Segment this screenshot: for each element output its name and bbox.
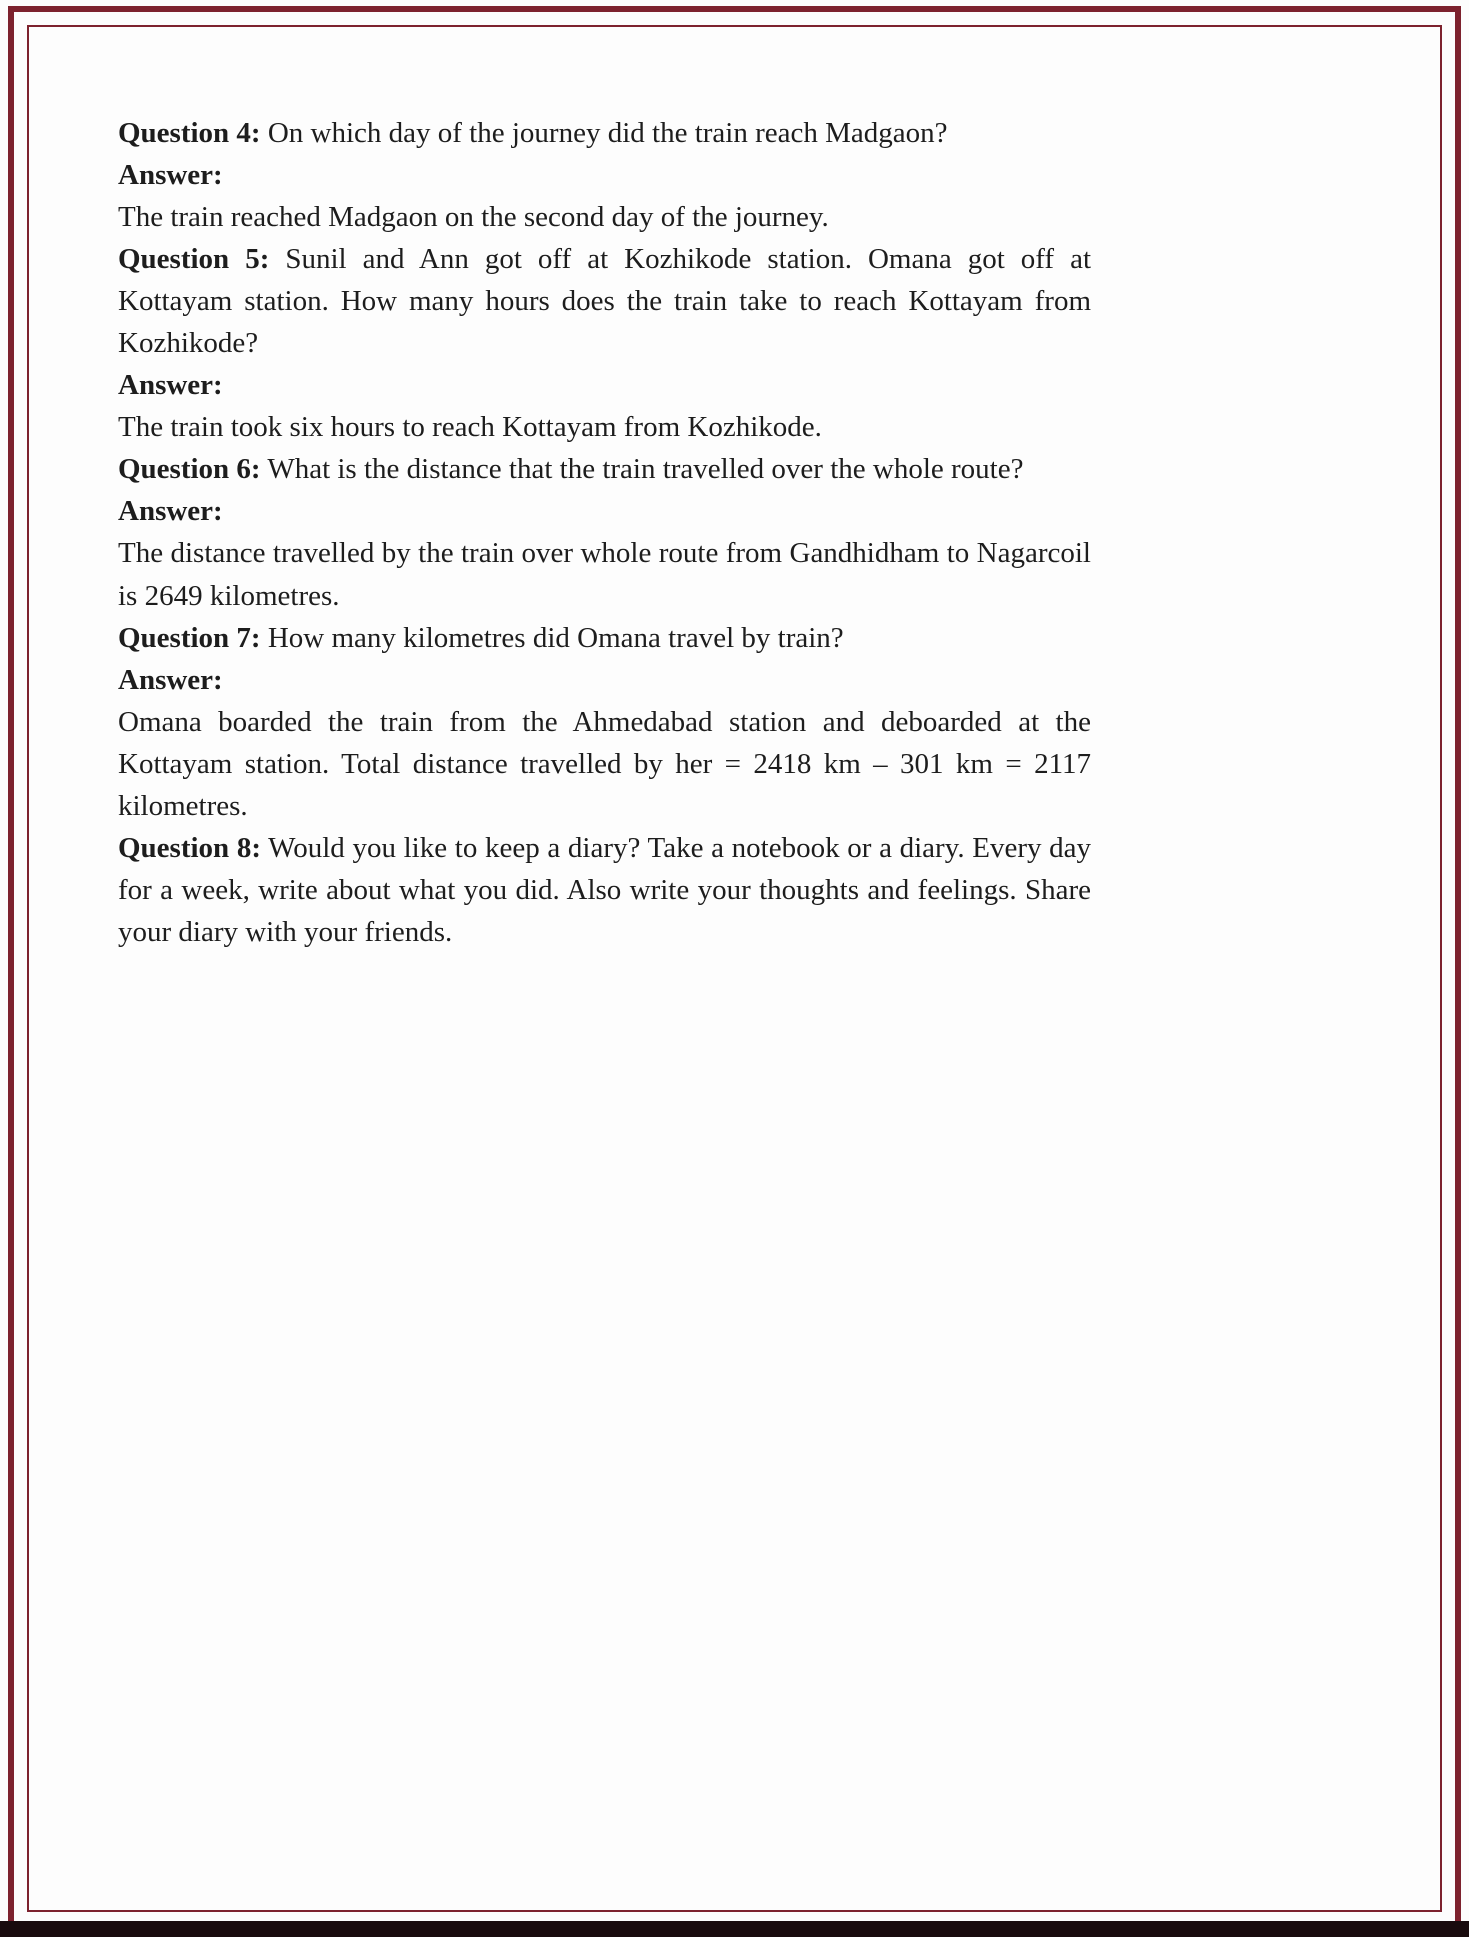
answer-paragraph: Omana boarded the train from the Ahmedabad station and deboarded at the Kottayam station. Total distance travelled by her = 2418 km – 301 km = 2117 kilometres. xyxy=(118,705,1091,822)
answer-label: Answer: xyxy=(118,495,223,528)
answer-label: Answer: xyxy=(118,369,223,402)
question-text: Would you like to keep a diary? Take a notebook or a diary. Every day for a week, write about what you did. Also write your thoughts and feelings. Share your diary with your friends. xyxy=(118,831,1092,948)
answer-label-paragraph xyxy=(118,490,1091,532)
qa-block xyxy=(118,448,1091,616)
question-text: On which day of the journey did the train reach Madgaon? xyxy=(267,117,948,149)
question-label: Question 4: xyxy=(118,117,261,149)
question-text: What is the distance that the train travelled over the whole route? xyxy=(267,453,1024,486)
qa-block xyxy=(118,617,1091,827)
answer-label-paragraph xyxy=(118,659,1091,701)
question-paragraph xyxy=(118,238,1091,364)
question-paragraph xyxy=(118,448,1091,490)
page-bottom-edge xyxy=(0,1921,1469,1937)
answer-label: Answer: xyxy=(118,159,223,192)
question-paragraph xyxy=(118,112,1091,154)
question-paragraph xyxy=(118,827,1091,953)
qa-block xyxy=(118,827,1091,953)
document-content xyxy=(118,112,1091,953)
answer-paragraph: The train reached Madgaon on the second day of the journey. xyxy=(118,201,829,234)
qa-block xyxy=(118,112,1091,238)
question-label: Question 5: xyxy=(118,243,270,276)
question-text: How many kilometres did Omana travel by train? xyxy=(267,621,844,654)
question-text: Sunil and Ann got off at Kozhikode station. Omana got off at Kottayam station. How many hours does the train take to reach Kottayam from Kozhikode? xyxy=(118,243,1092,360)
qa-block xyxy=(118,238,1091,448)
answer-label-paragraph xyxy=(118,154,1091,196)
answer-paragraph: The train took six hours to reach Kottayam from Kozhikode. xyxy=(118,411,822,444)
answer-paragraph: The distance travelled by the train over whole route from Gandhidham to Nagarcoil is 2649 kilometres. xyxy=(118,537,1091,612)
question-paragraph xyxy=(118,617,1091,659)
question-label: Question 6: xyxy=(118,453,261,486)
question-label: Question 8: xyxy=(118,831,262,864)
answer-label: Answer: xyxy=(118,663,223,696)
answer-label-paragraph xyxy=(118,364,1091,406)
question-label: Question 7: xyxy=(118,621,261,654)
